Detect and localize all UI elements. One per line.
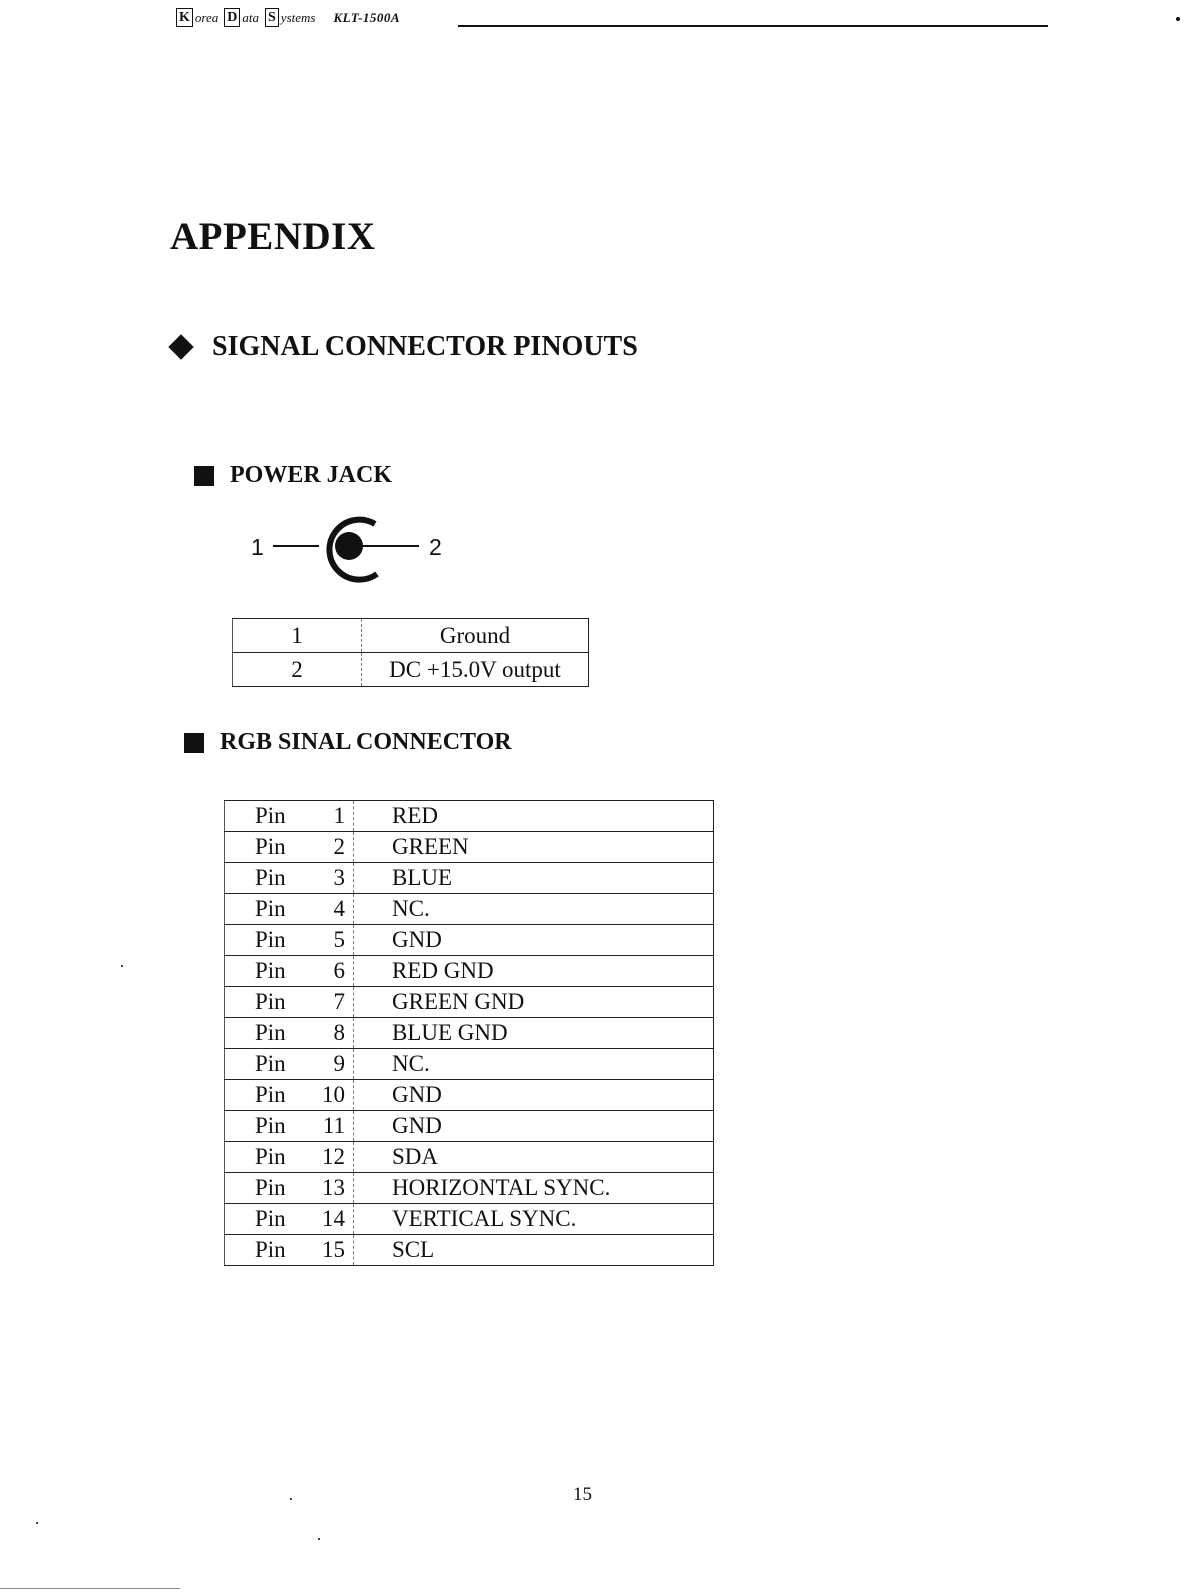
pin-label: Pin [255, 1082, 286, 1107]
brand-initial-k: K [176, 8, 193, 27]
table-row [225, 1080, 714, 1111]
table-row [225, 987, 714, 1018]
pin-label: Pin [255, 1237, 286, 1262]
square-bullet-icon [194, 466, 214, 486]
diamond-bullet-icon [168, 334, 193, 359]
table-row [225, 1111, 714, 1142]
scan-speck [36, 1522, 38, 1524]
pin-cell [225, 1173, 354, 1204]
pin-number: 9 [333, 1051, 345, 1076]
pin-number: 5 [333, 927, 345, 952]
pin-label: Pin [255, 1144, 286, 1169]
brand-initial-d: D [224, 8, 240, 27]
header-rule [458, 25, 1048, 27]
pin-cell [225, 1142, 354, 1173]
pin-description: Ground [362, 619, 589, 653]
pin-number: 12 [322, 1144, 345, 1169]
pin-number: 11 [322, 1113, 345, 1138]
pin-cell [225, 801, 354, 832]
power-jack-table [232, 618, 589, 687]
jack-pin-1-label: 1 [251, 534, 264, 560]
signal-name: GND [354, 1080, 714, 1111]
brand-word-systems: ystems [280, 9, 316, 25]
pin-cell [225, 1018, 354, 1049]
brand-word-data: ata [242, 9, 259, 25]
signal-name: GREEN [354, 832, 714, 863]
power-jack-heading [194, 462, 392, 489]
pin-cell [225, 1235, 354, 1266]
table-row [225, 894, 714, 925]
table-row [225, 863, 714, 894]
scan-edge-line [0, 1588, 180, 1589]
pin-number: 4 [333, 896, 345, 921]
table-row [225, 1173, 714, 1204]
pin-label: Pin [255, 927, 286, 952]
pin-cell [225, 1111, 354, 1142]
table-row [233, 619, 589, 653]
pin-label: Pin [255, 989, 286, 1014]
rgb-connector-heading-text: RGB SINAL CONNECTOR [220, 729, 512, 755]
jack-center-pin-icon [335, 532, 363, 560]
signal-name: BLUE [354, 863, 714, 894]
signal-name: GND [354, 1111, 714, 1142]
signal-name: NC. [354, 1049, 714, 1080]
rgb-pinout-table [224, 800, 714, 1266]
pin-number: 15 [322, 1237, 345, 1262]
table-row [225, 1204, 714, 1235]
signal-name: VERTICAL SYNC. [354, 1204, 714, 1235]
brand-word-korea: orea [194, 9, 219, 25]
jack-pin-2-label: 2 [429, 534, 442, 560]
pin-cell [225, 1080, 354, 1111]
pin-label: Pin [255, 1175, 286, 1200]
scan-speck [290, 1498, 292, 1500]
table-row [225, 1235, 714, 1266]
pin-cell [225, 987, 354, 1018]
pin-label: Pin [255, 896, 286, 921]
brand-initial-s: S [265, 8, 279, 27]
pin-number: 10 [322, 1082, 345, 1107]
page-number: 15 [573, 1484, 592, 1505]
pin-number: 8 [333, 1020, 345, 1045]
signal-name: SCL [354, 1235, 714, 1266]
scan-speck [1176, 17, 1180, 21]
pin-label: Pin [255, 1113, 286, 1138]
pin-cell [225, 863, 354, 894]
pin-number: 14 [322, 1206, 345, 1231]
signal-name: BLUE GND [354, 1018, 714, 1049]
pin-number: 7 [333, 989, 345, 1014]
rgb-connector-heading [184, 729, 512, 756]
power-jack-diagram [245, 508, 455, 584]
table-row [225, 956, 714, 987]
pin-label: Pin [255, 865, 286, 890]
pin-cell [225, 956, 354, 987]
table-row [225, 801, 714, 832]
section-heading-text: SIGNAL CONNECTOR PINOUTS [212, 331, 638, 362]
pin-number: 2 [233, 653, 362, 687]
table-row [225, 1142, 714, 1173]
pin-label: Pin [255, 1051, 286, 1076]
pin-label: Pin [255, 1206, 286, 1231]
table-row [225, 832, 714, 863]
company-brand [176, 8, 400, 27]
signal-name: SDA [354, 1142, 714, 1173]
pin-cell [225, 894, 354, 925]
pin-cell [225, 832, 354, 863]
scan-speck [318, 1538, 320, 1540]
table-row [225, 1049, 714, 1080]
pin-number: 6 [333, 958, 345, 983]
table-row [233, 653, 589, 687]
scan-speck [121, 965, 123, 967]
pin-label: Pin [255, 958, 286, 983]
pin-cell [225, 1049, 354, 1080]
table-row [225, 1018, 714, 1049]
signal-name: RED GND [354, 956, 714, 987]
pin-label: Pin [255, 803, 286, 828]
pin-number: 13 [322, 1175, 345, 1200]
table-row [225, 925, 714, 956]
pin-number: 2 [333, 834, 345, 859]
page-header [176, 8, 1046, 32]
pin-number: 1 [233, 619, 362, 653]
model-number: KLT-1500A [333, 9, 401, 25]
pin-number: 1 [333, 803, 345, 828]
signal-name: HORIZONTAL SYNC. [354, 1173, 714, 1204]
pin-number: 3 [333, 865, 345, 890]
signal-name: GREEN GND [354, 987, 714, 1018]
pin-label: Pin [255, 1020, 286, 1045]
signal-name: NC. [354, 894, 714, 925]
pin-cell [225, 1204, 354, 1235]
signal-name: GND [354, 925, 714, 956]
section-heading [166, 331, 638, 363]
power-jack-heading-text: POWER JACK [230, 462, 392, 488]
square-bullet-icon [184, 733, 204, 753]
pin-description: DC +15.0V output [362, 653, 589, 687]
signal-name: RED [354, 801, 714, 832]
pin-cell [225, 925, 354, 956]
page-title: APPENDIX [170, 215, 376, 258]
pin-label: Pin [255, 834, 286, 859]
